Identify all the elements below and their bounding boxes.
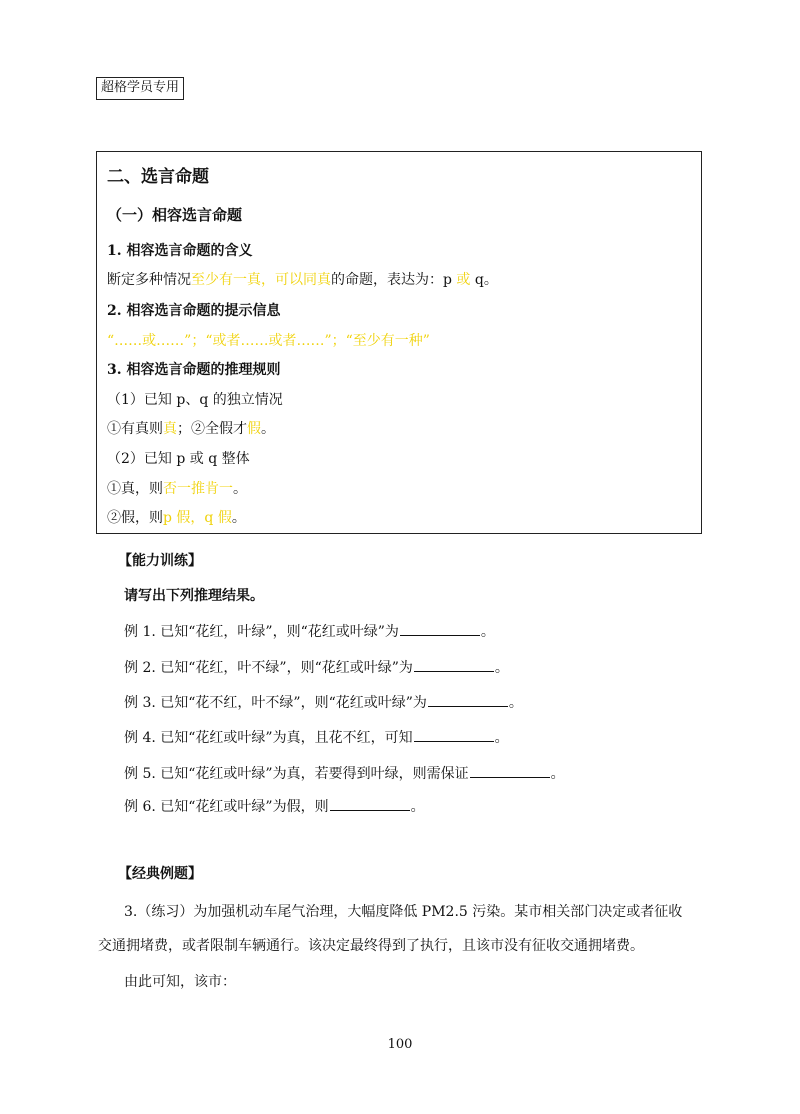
rule1-highlight-2: 假 bbox=[247, 421, 261, 437]
example-6-end: 。 bbox=[410, 799, 425, 815]
example-1-text: 例 1. 已知“花红，叶绿”，则“花红或叶绿”为 bbox=[124, 624, 399, 640]
rule2-highlight: 否一推肯一 bbox=[163, 481, 233, 497]
training-instruction: 请写出下列推理结果。 bbox=[124, 588, 264, 604]
problem-line-3: 由此可知，该市： bbox=[124, 974, 236, 990]
example-4-text: 例 4. 已知“花红或叶绿”为真，且花不红，可知 bbox=[124, 730, 413, 746]
rule1-post: 。 bbox=[261, 421, 275, 437]
problem-line-2: 交通拥堵费，或者限制车辆通行。该决定最终得到了执行，且该市没有征收交通拥堵费。 bbox=[98, 938, 644, 954]
def-highlight-1: 至少有一真，可以同真 bbox=[191, 272, 331, 288]
knowledge-box bbox=[96, 151, 702, 534]
answer-blank bbox=[400, 621, 480, 636]
rule3-post: 。 bbox=[231, 510, 246, 526]
rule2-pre: ①真，则 bbox=[107, 481, 163, 497]
def-text-pre: 断定多种情况 bbox=[107, 272, 191, 288]
example-4 bbox=[124, 727, 509, 747]
example-3-text: 例 3. 已知“花不红，叶不绿”，则“花红或叶绿”为 bbox=[124, 695, 427, 711]
rule2-post: 。 bbox=[233, 481, 247, 497]
training-heading: 【能力训练】 bbox=[118, 553, 202, 569]
rule3-highlight: p 假，q 假 bbox=[163, 510, 232, 526]
rule3-pre: ②假，则 bbox=[107, 510, 163, 526]
rule1-highlight-1: 真 bbox=[163, 421, 177, 437]
example-4-end: 。 bbox=[494, 730, 509, 746]
hints-line: “……或……”；“或者……或者……”；“至少有一种” bbox=[107, 333, 430, 349]
rule-2-line bbox=[107, 478, 247, 498]
trainee-only-label: 超格学员专用 bbox=[96, 77, 184, 100]
section-title: 二、选言命题 bbox=[107, 167, 209, 187]
rule1-pre: ①有真则 bbox=[107, 421, 163, 437]
answer-blank bbox=[428, 692, 508, 707]
heading-rules: 3. 相容选言命题的推理规则 bbox=[107, 362, 281, 378]
example-1 bbox=[124, 621, 495, 641]
example-3-end: 。 bbox=[508, 695, 523, 711]
classic-heading: 【经典例题】 bbox=[118, 866, 202, 882]
heading-meaning: 1. 相容选言命题的含义 bbox=[107, 243, 253, 259]
rule1-mid: ；②全假才 bbox=[177, 421, 247, 437]
example-6 bbox=[124, 796, 425, 816]
example-6-text: 例 6. 已知“花红或叶绿”为假，则 bbox=[124, 799, 329, 815]
case-1: （1）已知 p、q 的独立情况 bbox=[107, 392, 283, 408]
case-2: （2）已知 p 或 q 整体 bbox=[107, 451, 250, 467]
def-text-mid: 的命题，表达为：p bbox=[331, 272, 457, 288]
example-1-end: 。 bbox=[480, 624, 495, 640]
def-text-post: q。 bbox=[470, 272, 498, 288]
example-5 bbox=[124, 763, 565, 783]
heading-hints: 2. 相容选言命题的提示信息 bbox=[107, 303, 281, 319]
example-5-end: 。 bbox=[550, 766, 565, 782]
example-5-text: 例 5. 已知“花红或叶绿”为真，若要得到叶绿，则需保证 bbox=[124, 766, 469, 782]
answer-blank bbox=[414, 727, 494, 742]
example-2 bbox=[124, 657, 509, 677]
example-2-text: 例 2. 已知“花红，叶不绿”，则“花红或叶绿”为 bbox=[124, 660, 413, 676]
answer-blank bbox=[414, 657, 494, 672]
definition-line bbox=[107, 269, 498, 289]
rule-1-line bbox=[107, 418, 275, 438]
example-2-end: 。 bbox=[494, 660, 509, 676]
rule-3-line bbox=[107, 507, 246, 527]
answer-blank bbox=[470, 763, 550, 778]
page-number: 100 bbox=[387, 1037, 413, 1052]
subsection-title: （一）相容选言命题 bbox=[107, 206, 243, 224]
problem-line-1: 3.（练习）为加强机动车尾气治理，大幅度降低 PM2.5 污染。某市相关部门决定或者征收 bbox=[124, 904, 683, 920]
example-3 bbox=[124, 692, 523, 712]
answer-blank bbox=[330, 796, 410, 811]
def-highlight-2: 或 bbox=[456, 272, 471, 288]
